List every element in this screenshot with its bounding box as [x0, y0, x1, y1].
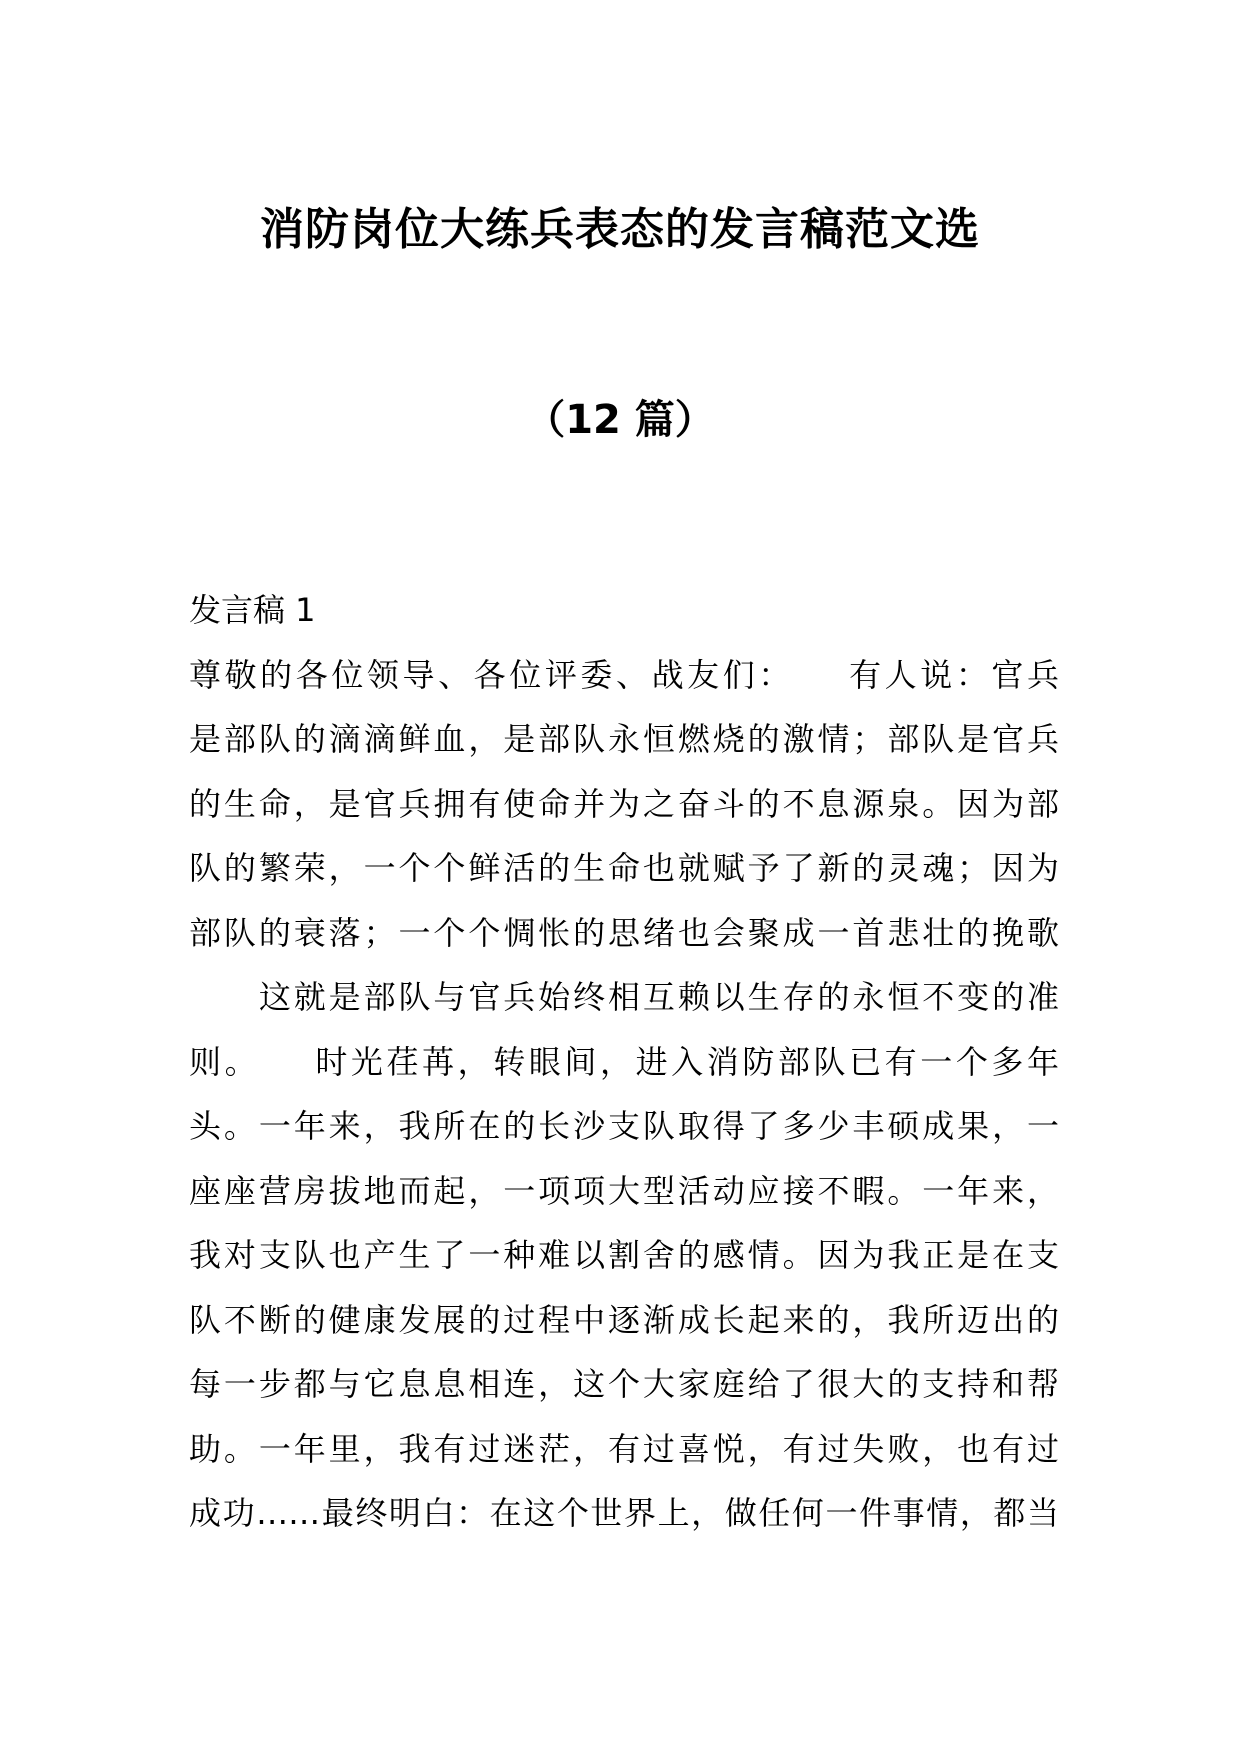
paragraph-line: 头。一年来，我所在的长沙支队取得了多少丰硕成果，一 — [189, 1107, 1059, 1145]
paragraph-line: 的生命，是官兵拥有使命并为之奋斗的不息源泉。因为部 — [189, 784, 1059, 823]
paragraph-line: 则。 时光荏苒，转眼间，进入消防部队已有一个多年 — [189, 1042, 1059, 1081]
paragraph-line: 成功……最终明白：在这个世界上，做任何一件事情，都当 — [189, 1494, 1059, 1532]
paragraph-line: 助。一年里，我有过迷茫，有过喜悦，有过失败，也有过 — [189, 1429, 1059, 1468]
paragraph-line: 座座营房拔地而起，一项项大型活动应接不暇。一年来， — [189, 1171, 1059, 1210]
paragraph-line: 我对支队也产生了一种难以割舍的感情。因为我正是在支 — [189, 1236, 1059, 1274]
paragraph-line: 队不断的健康发展的过程中逐渐成长起来的，我所迈出的 — [189, 1300, 1059, 1339]
section-label: 发言稿 1 — [189, 591, 316, 629]
document-title: 消防岗位大练兵表态的发言稿范文选 — [260, 204, 980, 255]
document-body — [189, 578, 1059, 1546]
paragraph-line: 尊敬的各位领导、各位评委、战友们： 有人说：官兵 — [189, 655, 1059, 694]
document-subtitle: （12 篇） — [525, 397, 715, 443]
paragraph-line: 这就是部队与官兵始终相互赖以生存的永恒不变的准 — [189, 978, 1059, 1016]
paragraph-line: 每一步都与它息息相连，这个大家庭给了很大的支持和帮 — [189, 1365, 1059, 1403]
paragraph-line: 队的繁荣，一个个鲜活的生命也就赋予了新的灵魂；因为 — [189, 849, 1059, 887]
paragraph-line: 是部队的滴滴鲜血，是部队永恒燃烧的激情；部队是官兵 — [189, 720, 1059, 758]
paragraph-line: 部队的衰落；一个个惆怅的思绪也会聚成一首悲壮的挽歌 — [189, 913, 1059, 952]
